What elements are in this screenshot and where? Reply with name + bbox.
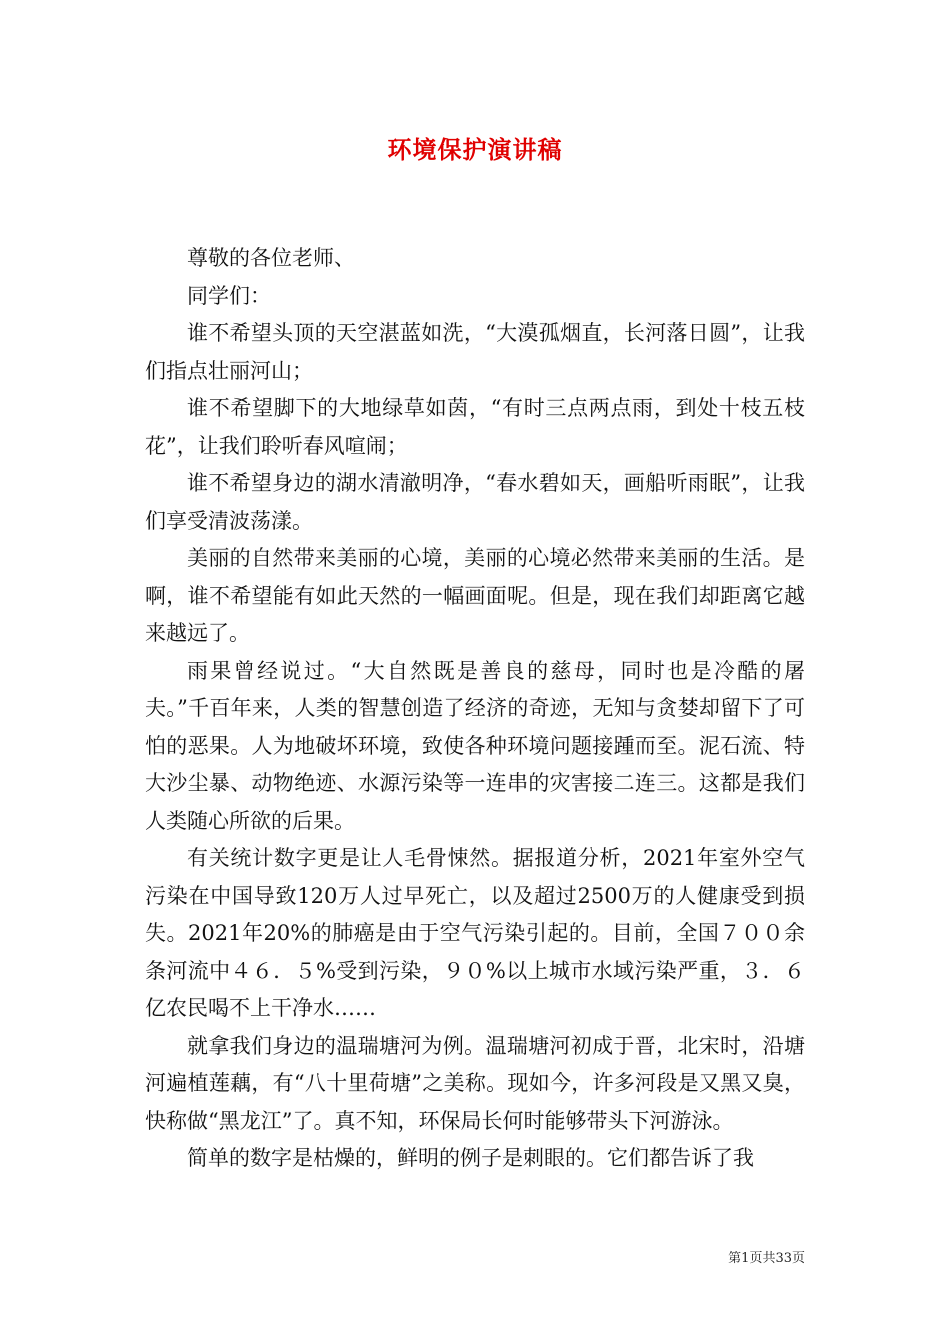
paragraph-salutation-1: 尊敬的各位老师、 xyxy=(187,246,355,270)
paragraph: 美丽的自然带来美丽的心境，美丽的心境必然带来美丽的生活。是啊，谁不希望能有如此天然的一幅画面呢。但是，现在我们却距离它越来越远了。 xyxy=(145,546,805,645)
paragraph: 就拿我们身边的温瑞塘河为例。温瑞塘河初成于晋，北宋时，沿塘河遍植莲藕，有“八十里荷塘”之美称。现如今，许多河段是又黑又臭，快称做“黑龙江”了。真不知，环保局长何时能够带头下河游泳。 xyxy=(145,1033,805,1133)
document-title: 环境保护演讲稿 xyxy=(387,135,563,164)
document-body xyxy=(145,240,805,1178)
paragraph: 谁不希望脚下的大地绿草如茵，“有时三点两点雨，到处十枝五枝花”，让我们聆听春风喧闹； xyxy=(145,396,805,458)
paragraph: 雨果曾经说过。“大自然既是善良的慈母，同时也是冷酷的屠夫。”千百年来，人类的智慧创造了经济的奇迹，无知与贪婪却留下了可怕的恶果。人为地破坏环境，致使各种环境问题接踵而至。泥石流、特大沙尘暴、动物绝迹、水源污染等一连串的灾害接二连三。这都是我们人类随心所欲的后果。 xyxy=(145,658,805,833)
paragraph: 谁不希望头顶的天空湛蓝如洗，“大漠孤烟直，长河落日圆”，让我们指点壮丽河山； xyxy=(145,321,805,383)
paragraph: 有关统计数字更是让人毛骨悚然。据报道分析，2021年室外空气污染在中国导致120万人过早死亡，以及超过2500万的人健康受到损失。2021年20%的肺癌是由于空气污染引起的。目前，全国７００余条河流中４６．５%受到污染，９０%以上城市水域污染严重，３．６亿农民喝不上干净水…… xyxy=(145,846,805,1020)
paragraph-salutation-2: 同学们： xyxy=(187,283,271,308)
paragraph: 简单的数字是枯燥的，鲜明的例子是刺眼的。它们都告诉了我 xyxy=(187,1146,754,1170)
paragraph: 谁不希望身边的湖水清澈明净，“春水碧如天，画船听雨眠”，让我们享受清波荡漾。 xyxy=(145,471,805,533)
page-number-footer: 第1页共33页 xyxy=(728,1251,805,1266)
